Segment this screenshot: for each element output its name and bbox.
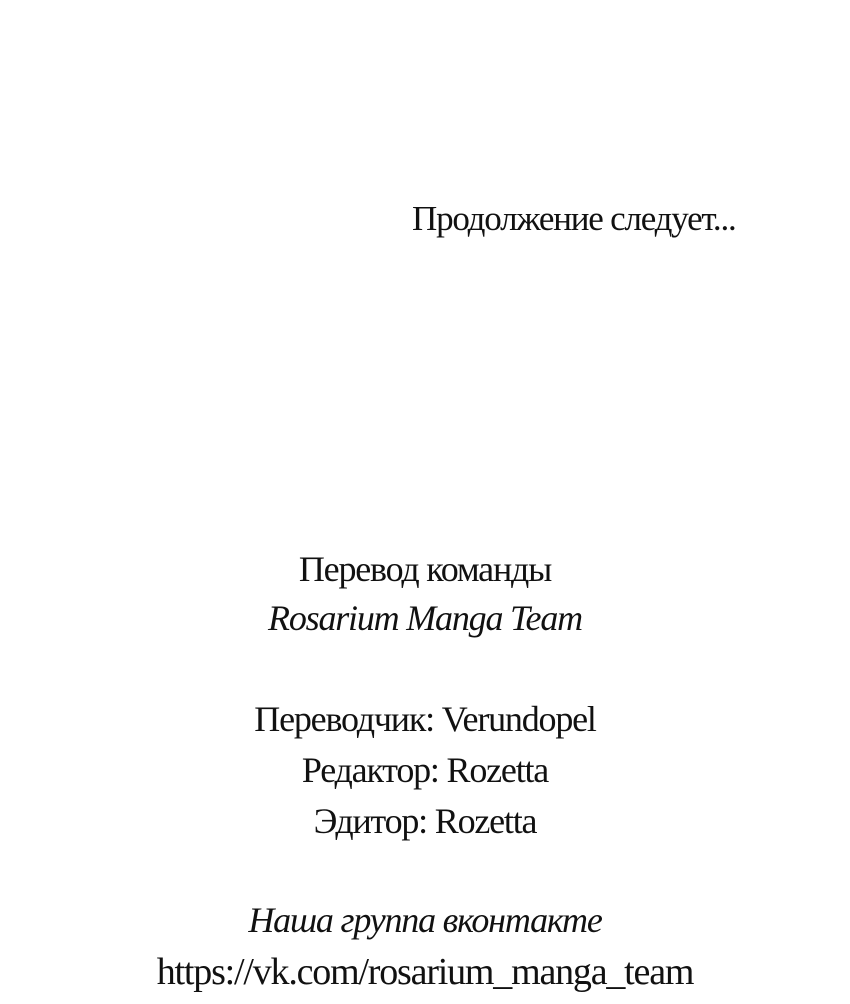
group-link-text: https://vk.com/rosarium_manga_team — [156, 951, 694, 993]
team-name-text: Rosarium Manga Team — [268, 598, 582, 638]
translator-credit: Переводчик: Verundopel — [254, 699, 596, 739]
group-title-text: Наша группа вконтакте — [248, 900, 602, 940]
team-intro-text: Перевод команды — [298, 549, 552, 589]
redactor-credit: Редактор: Rozetta — [301, 750, 549, 790]
to-be-continued-text: Продолжение следует... — [412, 199, 736, 238]
editor-credit: Эдитор: Rozetta — [313, 801, 537, 841]
